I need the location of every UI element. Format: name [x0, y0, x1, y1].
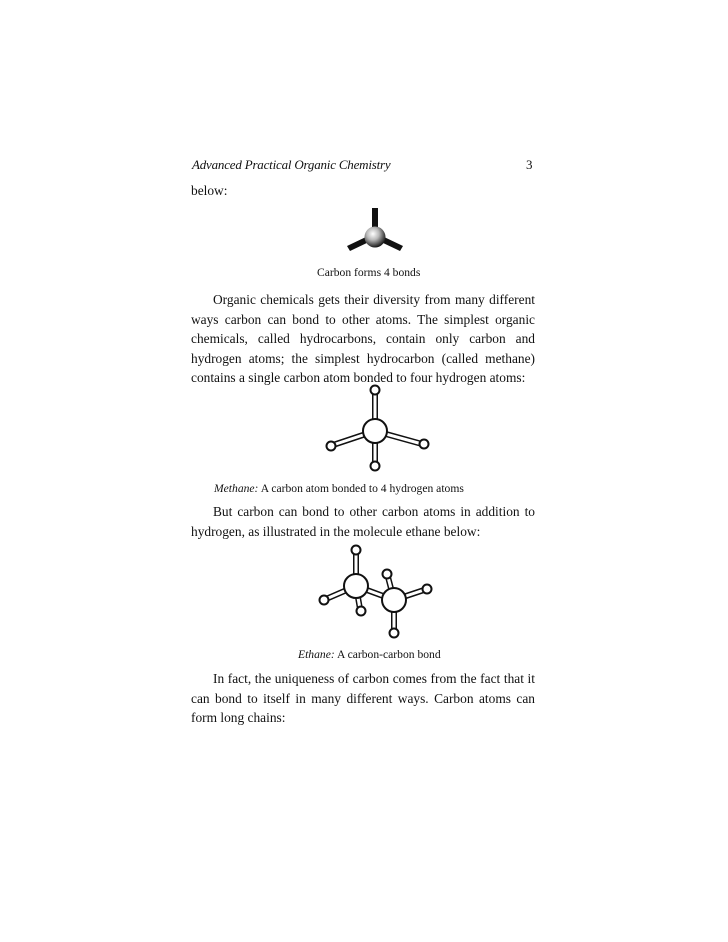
running-header-title: Advanced Practical Organic Chemistry — [192, 157, 391, 172]
methane-figure — [318, 376, 438, 476]
paragraph-2: But carbon can bond to other carbon atoms in addition to hydrogen, as illustrated in the molecule ethane below: — [191, 504, 535, 539]
ethane-figure — [314, 541, 444, 641]
page-number: 3 — [526, 157, 533, 172]
paragraph-3: In fact, the uniqueness of carbon comes from the fact that it can bond to itself in many different ways. Carbon atoms can form long chains: — [191, 671, 535, 726]
intro-text: below: — [191, 183, 228, 198]
figure3-caption — [298, 648, 441, 661]
figure3-caption-text: A carbon-carbon bond — [336, 648, 441, 661]
figure2-caption-label: Methane: — [214, 482, 259, 495]
figure1-caption: Carbon forms 4 bonds — [317, 266, 421, 279]
paragraph-1: Organic chemicals gets their diversity from many different ways carbon can bond to other atoms. The simplest organic chemicals, called hydrocarbons, contain only carbon and hydrogen atoms; the simplest hydrocarbon (called methane) contains a single carbon atom bonded to four hydrogen atoms: — [191, 292, 535, 386]
carbon-bonds-figure — [340, 206, 410, 258]
figure3-caption-label: Ethane: — [298, 648, 335, 661]
figure2-caption-text: A carbon atom bonded to 4 hydrogen atoms — [260, 482, 464, 495]
figure2-caption — [214, 482, 464, 495]
